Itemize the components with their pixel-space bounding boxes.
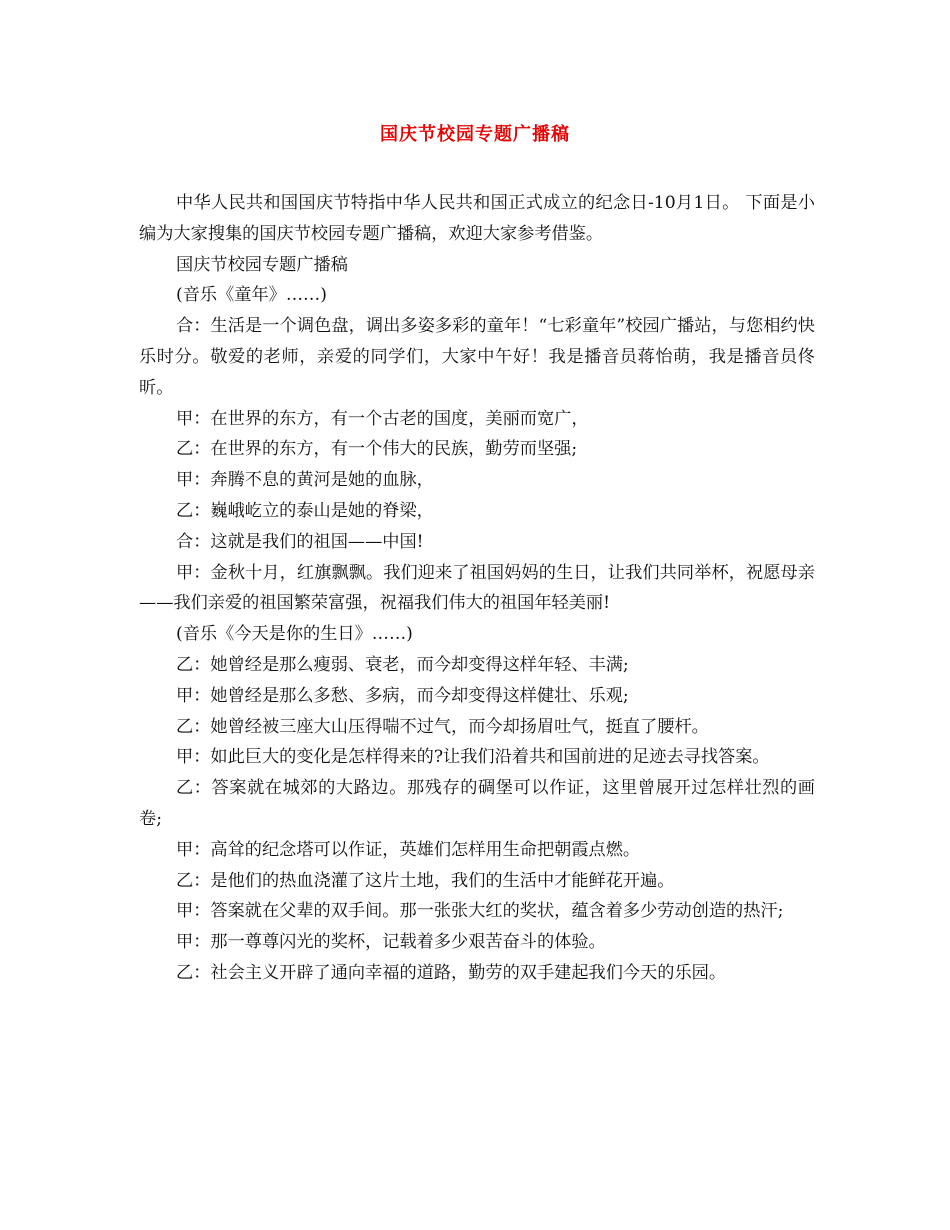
paragraph: 甲：金秋十月，红旗飘飘。我们迎来了祖国妈妈的生日，让我们共同举杯，祝愿母亲——我们亲爱的祖国繁荣富强，祝福我们伟大的祖国年轻美丽! xyxy=(139,562,815,614)
paragraph: 甲：那一尊尊闪光的奖杯，记载着多少艰苦奋斗的体验。 xyxy=(176,932,606,953)
paragraph: 合：生活是一个调色盘，调出多姿多彩的童年！“七彩童年”校园广播站，与您相约快乐时分。敬爱的老师，亲爱的同学们，大家中午好！我是播音员蒋怡萌，我是播音员佟昕。 xyxy=(139,316,815,398)
paragraph: 甲：她曾经是那么多愁、多病，而今却变得这样健壮、乐观; xyxy=(176,685,629,706)
paragraph: 乙：她曾经被三座大山压得喘不过气，而今却扬眉吐气，挺直了腰杆。 xyxy=(176,716,709,737)
paragraph: 甲：在世界的东方，有一个古老的国度，美丽而宽广， xyxy=(176,408,589,429)
paragraph: 乙：在世界的东方，有一个伟大的民族，勤劳而坚强; xyxy=(176,439,578,460)
paragraph: 乙：是他们的热血浇灌了这片土地，我们的生活中才能鲜花开遍。 xyxy=(176,870,675,891)
paragraph: 乙：社会主义开辟了通向幸福的道路，勤劳的双手建起我们今天的乐园。 xyxy=(176,962,727,983)
document-title: 国庆节校园专题广播稿 xyxy=(380,124,570,145)
paragraph: 乙：巍峨屹立的泰山是她的脊梁， xyxy=(176,500,434,521)
paragraph-music-1: (音乐《童年》……) xyxy=(176,285,327,306)
paragraph: 甲：高耸的纪念塔可以作证，英雄们怎样用生命把朝霞点燃。 xyxy=(176,839,641,860)
paragraph: 甲：奔腾不息的黄河是她的血脉， xyxy=(176,470,434,491)
paragraph: 乙：她曾经是那么瘦弱、衰老，而今却变得这样年轻、丰满; xyxy=(176,654,629,675)
document-body xyxy=(139,188,815,989)
paragraph: 甲：答案就在父辈的双手间。那一张张大红的奖状，蕴含着多少劳动创造的热汗; xyxy=(176,901,784,922)
paragraph-intro: 中华人民共和国国庆节特指中华人民共和国正式成立的纪念日-10月1日。 下面是小编为大家搜集的国庆节校园专题广播稿，欢迎大家参考借鉴。 xyxy=(139,193,815,244)
paragraph: 乙：答案就在城郊的大路边。那残存的碉堡可以作证，这里曾展开过怎样壮烈的画卷; xyxy=(139,778,815,829)
paragraph: 合：这就是我们的祖国——中国! xyxy=(176,531,424,552)
paragraph-music-2: (音乐《今天是你的生日》……) xyxy=(176,624,413,645)
paragraph-subtitle: 国庆节校园专题广播稿 xyxy=(176,254,348,275)
paragraph: 甲：如此巨大的变化是怎样得来的?让我们沿着共和国前进的足迹去寻找答案。 xyxy=(176,747,770,768)
